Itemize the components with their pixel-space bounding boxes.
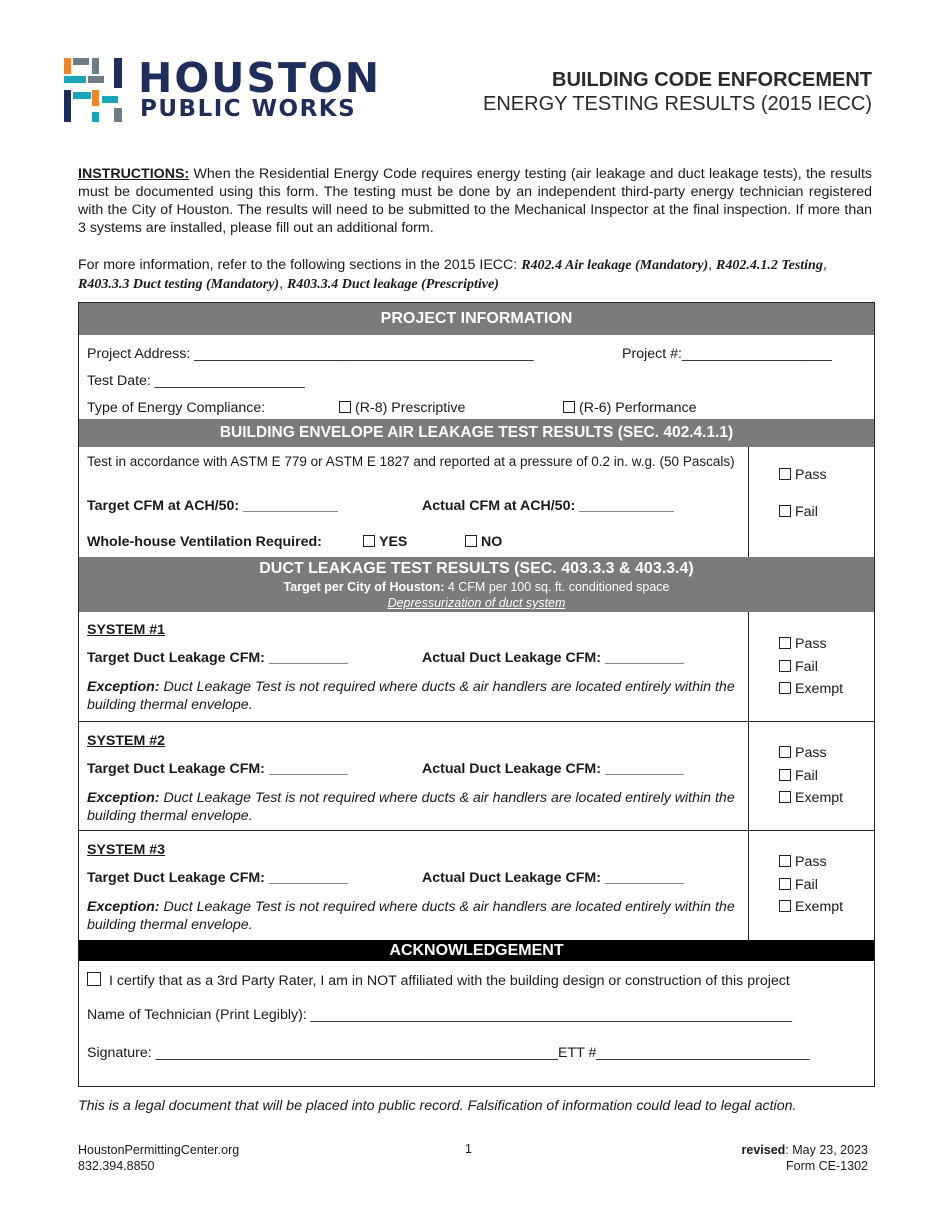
- system-1-pass-option[interactable]: Pass: [779, 636, 827, 652]
- envelope-pass-option[interactable]: Pass: [779, 467, 827, 483]
- column-divider: [748, 612, 749, 940]
- duct-test-title: DUCT LEAKAGE TEST RESULTS (SEC. 403.3.3 & 403.3.4): [259, 560, 694, 577]
- system-2-actual-field[interactable]: Actual Duct Leakage CFM: __________: [422, 761, 684, 777]
- project-address-field[interactable]: Project Address: ___________________________________________: [87, 346, 534, 362]
- checkbox-icon[interactable]: [779, 855, 791, 867]
- test-date-field[interactable]: Test Date: ___________________: [87, 373, 305, 389]
- project-information-header: PROJECT INFORMATION: [79, 303, 874, 335]
- instructions-label: INSTRUCTIONS:: [78, 166, 190, 182]
- footer-contact: [78, 1142, 239, 1174]
- checkbox-icon[interactable]: [779, 746, 791, 758]
- compliance-type-label: Type of Energy Compliance:: [87, 400, 266, 416]
- acknowledgement-header: ACKNOWLEDGEMENT: [79, 940, 874, 961]
- certify-option[interactable]: I certify that as a 3rd Party Rater, I am in NOT affiliated with the building design or construction of this project: [87, 972, 790, 989]
- more-info-paragraph: For more information, refer to the following sections in the 2015 IECC: R402.4 Air leakage (Mandatory), R402.4.1.2 Testing, R403.3.3 Duct testing (Mandatory), R403.3.4 Duct leakage (Prescriptive): [78, 257, 827, 292]
- more-info-prefix: For more information, refer to the following sections in the 2015 IECC:: [78, 257, 522, 273]
- checkbox-icon[interactable]: [779, 791, 791, 803]
- system-2-fail-option[interactable]: Fail: [779, 768, 818, 784]
- system-1-exception: Exception: Duct Leakage Test is not required where ducts & air handlers are located entirely within the building thermal envelope.: [87, 679, 735, 713]
- checkbox-icon[interactable]: [779, 505, 791, 517]
- document-heading: [483, 68, 872, 116]
- ventilation-yes-option[interactable]: YES: [363, 534, 407, 550]
- checkbox-icon[interactable]: [779, 637, 791, 649]
- checkbox-icon[interactable]: [779, 682, 791, 694]
- revised-label: revised: [741, 1143, 786, 1157]
- system-1-exempt-option[interactable]: Exempt: [779, 681, 843, 697]
- ref-testing: R402.4.1.2 Testing: [716, 258, 823, 273]
- checkbox-icon[interactable]: [363, 535, 375, 547]
- system-3-exception: Exception: Duct Leakage Test is not required where ducts & air handlers are located entirely within the building thermal envelope.: [87, 899, 735, 933]
- logo-title: HOUSTON: [138, 54, 382, 102]
- form-number: Form CE-1302: [786, 1159, 868, 1173]
- checkbox-icon[interactable]: [779, 878, 791, 890]
- legal-notice: This is a legal document that will be placed into public record. Falsification of information could lead to legal action.: [78, 1098, 797, 1114]
- system-3-title: SYSTEM #3: [87, 842, 166, 858]
- energy-testing-form: [78, 302, 875, 1087]
- system-3-fail-option[interactable]: Fail: [779, 877, 818, 893]
- logo-subtitle: PUBLIC WORKS: [140, 96, 357, 122]
- system-2-exempt-option[interactable]: Exempt: [779, 790, 843, 806]
- ventilation-no-option[interactable]: NO: [465, 534, 502, 550]
- system-2-pass-option[interactable]: Pass: [779, 745, 827, 761]
- duct-target-note: Target per City of Houston: 4 CFM per 100 sq. ft. conditioned space: [283, 580, 670, 594]
- system-2-title: SYSTEM #2: [87, 733, 166, 749]
- technician-name-field[interactable]: Name of Technician (Print Legibly): _____________________________________________________________: [87, 1007, 793, 1023]
- performance-option[interactable]: (R-6) Performance: [563, 400, 696, 416]
- checkbox-icon[interactable]: [339, 401, 351, 413]
- project-number-field[interactable]: Project #:___________________: [622, 346, 832, 362]
- department-title: BUILDING CODE ENFORCEMENT: [552, 69, 872, 91]
- checkbox-icon[interactable]: [465, 535, 477, 547]
- envelope-target-cfm-field[interactable]: Target CFM at ACH/50: ____________: [87, 498, 338, 514]
- system-3-pass-option[interactable]: Pass: [779, 854, 827, 870]
- instructions-text: When the Residential Energy Code requires energy testing (air leakage and duct leakage tests), the results must be documented using this form. The testing must be done by an independent third-party energy technician registered with the City of Houston. The results will need to be submitted to the Mechanical Inspector at the final inspection. If more than 3 systems are installed, please fill out an additional form.: [78, 166, 872, 236]
- envelope-test-description: Test in accordance with ASTM E 779 or ASTM E 1827 and reported at a pressure of 0.2 in. w.g. (50 Pascals): [87, 454, 735, 469]
- duct-test-method: Depressurization of duct system: [387, 596, 566, 610]
- row-divider: [79, 721, 874, 722]
- row-divider: [79, 830, 874, 831]
- revised-date: : May 23, 2023: [785, 1143, 868, 1157]
- checkbox-icon[interactable]: [779, 900, 791, 912]
- houston-public-works-logo: [64, 56, 384, 126]
- system-1-target-field[interactable]: Target Duct Leakage CFM: __________: [87, 650, 348, 666]
- system-1-actual-field[interactable]: Actual Duct Leakage CFM: __________: [422, 650, 684, 666]
- footer-website[interactable]: HoustonPermittingCenter.org: [78, 1143, 240, 1157]
- system-3-actual-field[interactable]: Actual Duct Leakage CFM: __________: [422, 870, 684, 886]
- column-divider: [748, 447, 749, 557]
- checkbox-icon[interactable]: [779, 660, 791, 672]
- ref-duct-testing: R403.3.3 Duct testing (Mandatory): [78, 277, 280, 292]
- checkbox-icon[interactable]: [779, 769, 791, 781]
- system-3-target-field[interactable]: Target Duct Leakage CFM: __________: [87, 870, 348, 886]
- signature-ett-field[interactable]: Signature: ___________________________________________________ETT #___________________________: [87, 1045, 810, 1061]
- checkbox-icon[interactable]: [87, 972, 101, 986]
- instructions-paragraph: [78, 165, 872, 237]
- system-3-exempt-option[interactable]: Exempt: [779, 899, 843, 915]
- footer-revision: [742, 1142, 868, 1174]
- envelope-test-header: BUILDING ENVELOPE AIR LEAKAGE TEST RESULTS (SEC. 402.4.1.1): [79, 419, 874, 447]
- ventilation-required-label: Whole-house Ventilation Required:: [87, 534, 322, 550]
- ref-air-leakage: R402.4 Air leakage (Mandatory): [521, 258, 709, 273]
- hpw-logo-mark-icon: [64, 56, 128, 124]
- page-number: 1: [465, 1142, 472, 1156]
- checkbox-icon[interactable]: [563, 401, 575, 413]
- envelope-fail-option[interactable]: Fail: [779, 504, 818, 520]
- system-1-title: SYSTEM #1: [87, 622, 166, 638]
- form-title: ENERGY TESTING RESULTS (2015 IECC): [483, 93, 872, 115]
- system-2-exception: Exception: Duct Leakage Test is not required where ducts & air handlers are located entirely within the building thermal envelope.: [87, 790, 735, 824]
- system-2-target-field[interactable]: Target Duct Leakage CFM: __________: [87, 761, 348, 777]
- envelope-actual-cfm-field[interactable]: Actual CFM at ACH/50: ____________: [422, 498, 674, 514]
- duct-test-header: [79, 557, 874, 612]
- system-1-fail-option[interactable]: Fail: [779, 659, 818, 675]
- prescriptive-option[interactable]: (R-8) Prescriptive: [339, 400, 465, 416]
- footer-phone: 832.394.8850: [78, 1159, 155, 1173]
- ref-duct-leakage: R403.3.4 Duct leakage (Prescriptive): [286, 277, 499, 292]
- checkbox-icon[interactable]: [779, 468, 791, 480]
